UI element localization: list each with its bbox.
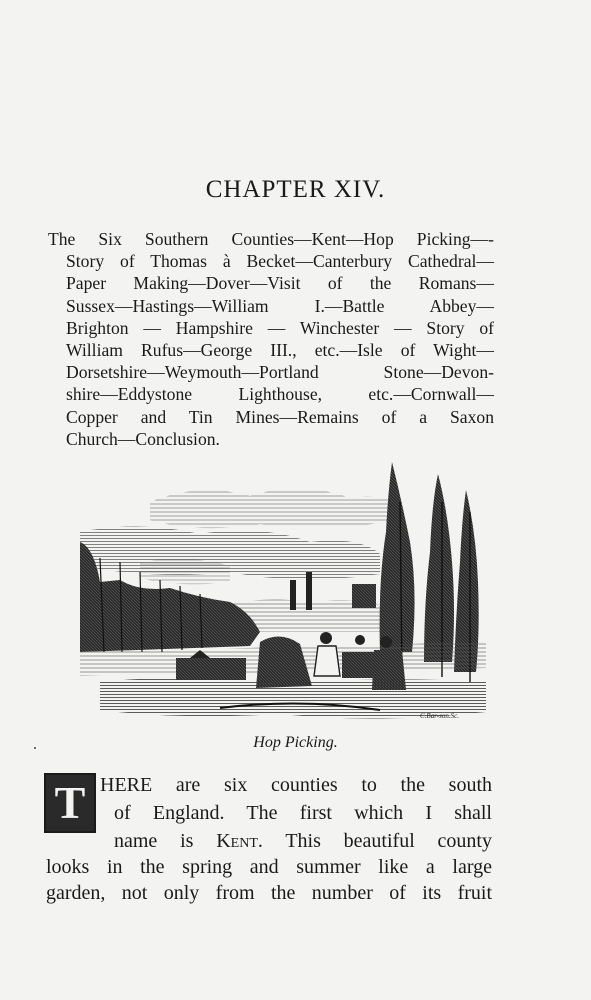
summary-line: Dorsetshire—Weymouth—Portland Stone—Devon- (66, 362, 494, 383)
body-text-line: looks in the spring and summer like a large (46, 856, 492, 878)
tower (306, 572, 312, 610)
summary-line: Sussex—Hastings—William I.—Battle Abbey— (66, 295, 494, 316)
summary-line: Church—Conclusion. (66, 428, 220, 449)
hop-picking-engraving (80, 462, 486, 724)
summary-line: shire—Eddystone Lighthouse, etc.—Cornwall— (66, 384, 494, 405)
summary-line: William Rufus—George III., etc.—Isle of Wight— (66, 340, 494, 361)
body-text-fragment: name is (114, 830, 217, 852)
chapter-summary (48, 228, 494, 450)
summary-line: Brighton — Hampshire — Winchester — Story of (66, 317, 494, 338)
body-text-line (114, 830, 492, 853)
sky-clouds (80, 488, 400, 584)
county-name-kent: Kent (216, 830, 258, 852)
body-text-line: of England. The first which I shall (114, 802, 492, 824)
body-text-line: garden, not only from the number of its fruit (46, 882, 492, 904)
body-text-fragment: . This beautiful county (257, 830, 492, 852)
oast-house (352, 584, 376, 608)
engraver-signature: C.Bar-son.Sc. (420, 712, 459, 720)
body-text-line: HERE are six counties to the south (100, 774, 492, 796)
tower (290, 580, 296, 610)
summary-line: The Six Southern Counties—Kent—Hop Picking—- (48, 229, 494, 249)
initial-letter: T (54, 777, 86, 828)
illustration-caption: Hop Picking. (253, 734, 338, 751)
summary-line: Copper and Tin Mines—Remains of a Saxon (66, 406, 494, 427)
chapter-title: CHAPTER XIV. (205, 176, 386, 203)
summary-line: Story of Thomas à Becket—Canterbury Cathedral— (66, 251, 494, 272)
summary-line: Paper Making—Dover—Visit of the Romans— (66, 273, 494, 294)
decorated-initial (44, 773, 96, 833)
